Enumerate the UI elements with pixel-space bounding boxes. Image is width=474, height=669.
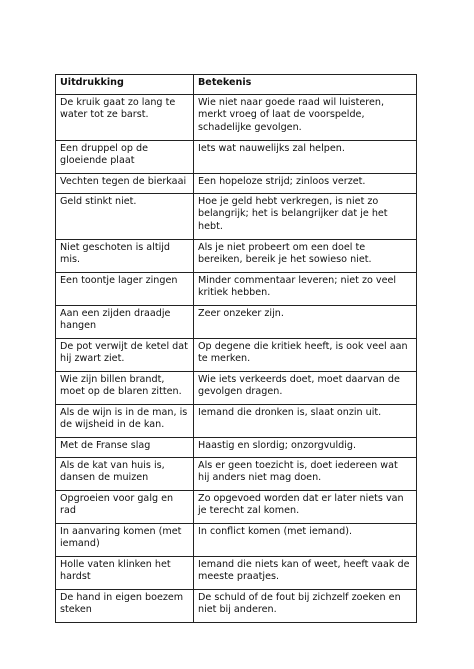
meaning-cell: Zo opgevoed worden dat er later niets van je terecht zal komen. — [194, 491, 417, 524]
meaning-cell: Iemand die dronken is, slaat onzin uit. — [194, 405, 417, 438]
table-row — [56, 194, 417, 240]
meaning-cell: Iets wat nauwelijks zal helpen. — [194, 141, 417, 174]
table-row — [56, 458, 417, 491]
meaning-cell: Als je niet probeert om een doel te bereiken, bereik je het sowieso niet. — [194, 240, 417, 273]
table-header-row — [56, 75, 417, 95]
table-row — [56, 141, 417, 174]
expression-cell: Een toontje lager zingen — [56, 273, 194, 306]
meaning-cell: Haastig en slordig; onzorgvuldig. — [194, 438, 417, 458]
header-expression: Uitdrukking — [56, 75, 194, 95]
meaning-cell: In conflict komen (met iemand). — [194, 524, 417, 557]
table-row — [56, 438, 417, 458]
table-row — [56, 590, 417, 623]
table-row — [56, 306, 417, 339]
meaning-cell: Hoe je geld hebt verkregen, is niet zo belangrijk; het is belangrijker dat je het hebt. — [194, 194, 417, 240]
meaning-cell: Een hopeloze strijd; zinloos verzet. — [194, 174, 417, 194]
meaning-cell: De schuld of de fout bij zichzelf zoeken en niet bij anderen. — [194, 590, 417, 623]
table-row — [56, 95, 417, 141]
table-row — [56, 557, 417, 590]
expression-cell: De hand in eigen boezem steken — [56, 590, 194, 623]
meaning-cell: Op degene die kritiek heeft, is ook veel aan te merken. — [194, 339, 417, 372]
expression-cell: De pot verwijt de ketel dat hij zwart ziet. — [56, 339, 194, 372]
expression-cell: Holle vaten klinken het hardst — [56, 557, 194, 590]
meaning-cell: Als er geen toezicht is, doet iedereen wat hij anders niet mag doen. — [194, 458, 417, 491]
table-row — [56, 372, 417, 405]
expression-cell: Niet geschoten is altijd mis. — [56, 240, 194, 273]
expression-cell: Met de Franse slag — [56, 438, 194, 458]
expression-cell: In aanvaring komen (met iemand) — [56, 524, 194, 557]
table-row — [56, 273, 417, 306]
table-row — [56, 174, 417, 194]
meaning-cell: Wie iets verkeerds doet, moet daarvan de gevolgen dragen. — [194, 372, 417, 405]
table-row — [56, 491, 417, 524]
table-row — [56, 240, 417, 273]
expression-cell: Als de wijn is in de man, is de wijsheid in de kan. — [56, 405, 194, 438]
expression-cell: Aan een zijden draadje hangen — [56, 306, 194, 339]
expression-cell: Een druppel op de gloeiende plaat — [56, 141, 194, 174]
header-meaning: Betekenis — [194, 75, 417, 95]
expression-cell: Wie zijn billen brandt, moet op de blaren zitten. — [56, 372, 194, 405]
expression-cell: Vechten tegen de bierkaai — [56, 174, 194, 194]
meaning-cell: Zeer onzeker zijn. — [194, 306, 417, 339]
expression-cell: Als de kat van huis is, dansen de muizen — [56, 458, 194, 491]
meaning-cell: Iemand die niets kan of weet, heeft vaak de meeste praatjes. — [194, 557, 417, 590]
meaning-cell: Wie niet naar goede raad wil luisteren, merkt vroeg of laat de voorspelde, schadelijke gevolgen. — [194, 95, 417, 141]
expression-cell: Geld stinkt niet. — [56, 194, 194, 240]
table-row — [56, 524, 417, 557]
expression-cell: De kruik gaat zo lang te water tot ze barst. — [56, 95, 194, 141]
expression-cell: Opgroeien voor galg en rad — [56, 491, 194, 524]
table-row — [56, 339, 417, 372]
expressions-table — [55, 74, 417, 623]
meaning-cell: Minder commentaar leveren; niet zo veel kritiek hebben. — [194, 273, 417, 306]
table-row — [56, 405, 417, 438]
